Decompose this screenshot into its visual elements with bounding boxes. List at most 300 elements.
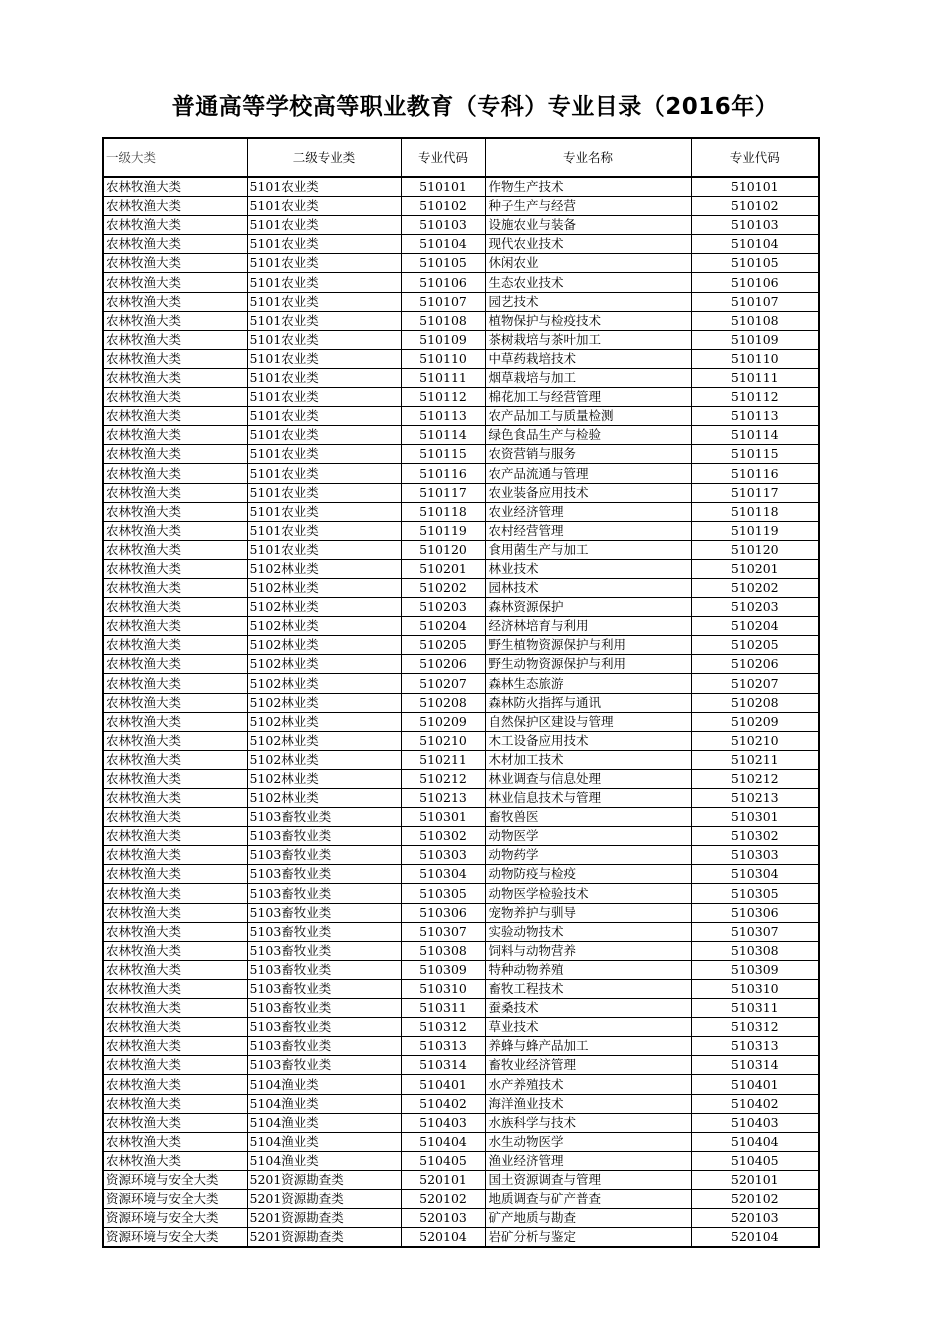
major-code-cell: 510301 [401, 808, 485, 827]
second-level-category-cell: 5103畜牧业类 [247, 941, 401, 960]
major-code-cell: 510209 [401, 712, 485, 731]
first-level-category-cell: 农林牧渔大类 [103, 1132, 247, 1151]
major-code-cell: 510109 [401, 330, 485, 349]
first-level-category-cell: 农林牧渔大类 [103, 1018, 247, 1037]
table-row [103, 502, 819, 521]
table-row [103, 483, 819, 502]
first-level-category-cell: 农林牧渔大类 [103, 407, 247, 426]
major-code-cell-2: 510105 [691, 254, 819, 273]
table-row [103, 1075, 819, 1094]
major-code-cell-2: 510110 [691, 349, 819, 368]
major-code-cell-2: 510402 [691, 1094, 819, 1113]
major-code-cell-2: 510118 [691, 502, 819, 521]
major-code-cell-2: 510405 [691, 1151, 819, 1170]
table-row [103, 827, 819, 846]
major-code-cell-2: 510201 [691, 559, 819, 578]
major-name-cell: 茶树栽培与茶叶加工 [485, 330, 691, 349]
first-level-category-cell: 农林牧渔大类 [103, 769, 247, 788]
first-level-category-cell: 农林牧渔大类 [103, 292, 247, 311]
second-level-category-cell: 5103畜牧业类 [247, 827, 401, 846]
table-row [103, 598, 819, 617]
table-row [103, 769, 819, 788]
major-code-cell-2: 510116 [691, 464, 819, 483]
table-row [103, 1170, 819, 1189]
major-name-cell: 蚕桑技术 [485, 999, 691, 1018]
major-name-cell: 实验动物技术 [485, 922, 691, 941]
major-code-cell-2: 510208 [691, 693, 819, 712]
major-name-cell: 经济林培育与利用 [485, 617, 691, 636]
major-code-cell: 510307 [401, 922, 485, 941]
table-row [103, 789, 819, 808]
second-level-category-cell: 5103畜牧业类 [247, 865, 401, 884]
major-code-cell: 510112 [401, 388, 485, 407]
first-level-category-cell: 农林牧渔大类 [103, 464, 247, 483]
major-name-cell: 渔业经济管理 [485, 1151, 691, 1170]
first-level-category-cell: 农林牧渔大类 [103, 598, 247, 617]
major-code-cell: 510306 [401, 903, 485, 922]
first-level-category-cell: 资源环境与安全大类 [103, 1189, 247, 1208]
first-level-category-cell: 农林牧渔大类 [103, 789, 247, 808]
major-name-cell: 农产品流通与管理 [485, 464, 691, 483]
second-level-category-cell: 5101农业类 [247, 426, 401, 445]
major-name-cell: 农业装备应用技术 [485, 483, 691, 502]
major-name-cell: 农村经营管理 [485, 521, 691, 540]
second-level-category-cell: 5101农业类 [247, 502, 401, 521]
second-level-category-cell: 5103畜牧业类 [247, 884, 401, 903]
first-level-category-cell: 农林牧渔大类 [103, 388, 247, 407]
major-code-cell: 510403 [401, 1113, 485, 1132]
first-level-category-cell: 农林牧渔大类 [103, 655, 247, 674]
major-name-cell: 农产品加工与质量检测 [485, 407, 691, 426]
major-name-cell: 特种动物养殖 [485, 960, 691, 979]
major-code-cell: 510204 [401, 617, 485, 636]
first-level-category-cell: 农林牧渔大类 [103, 197, 247, 216]
major-code-cell: 520101 [401, 1170, 485, 1189]
header-major-name: 专业名称 [485, 138, 691, 177]
table-row [103, 1037, 819, 1056]
first-level-category-cell: 农林牧渔大类 [103, 922, 247, 941]
first-level-category-cell: 农林牧渔大类 [103, 311, 247, 330]
first-level-category-cell: 农林牧渔大类 [103, 941, 247, 960]
first-level-category-cell: 资源环境与安全大类 [103, 1228, 247, 1248]
second-level-category-cell: 5102林业类 [247, 578, 401, 597]
major-name-cell: 农资营销与服务 [485, 445, 691, 464]
major-code-cell-2: 510106 [691, 273, 819, 292]
major-code-cell: 510205 [401, 636, 485, 655]
major-code-cell-2: 510309 [691, 960, 819, 979]
second-level-category-cell: 5103畜牧业类 [247, 1056, 401, 1075]
first-level-category-cell: 农林牧渔大类 [103, 636, 247, 655]
table-row [103, 903, 819, 922]
major-name-cell: 林业调查与信息处理 [485, 769, 691, 788]
first-level-category-cell: 农林牧渔大类 [103, 502, 247, 521]
second-level-category-cell: 5101农业类 [247, 311, 401, 330]
first-level-category-cell: 农林牧渔大类 [103, 216, 247, 235]
first-level-category-cell: 农林牧渔大类 [103, 979, 247, 998]
major-code-cell: 510303 [401, 846, 485, 865]
second-level-category-cell: 5103畜牧业类 [247, 846, 401, 865]
major-code-cell: 510201 [401, 559, 485, 578]
major-name-cell: 设施农业与装备 [485, 216, 691, 235]
major-name-cell: 农业经济管理 [485, 502, 691, 521]
major-code-cell-2: 520102 [691, 1189, 819, 1208]
first-level-category-cell: 农林牧渔大类 [103, 1113, 247, 1132]
table-row [103, 1056, 819, 1075]
major-name-cell: 动物药学 [485, 846, 691, 865]
major-code-cell-2: 510310 [691, 979, 819, 998]
major-code-cell-2: 510307 [691, 922, 819, 941]
table-row [103, 1151, 819, 1170]
first-level-category-cell: 农林牧渔大类 [103, 540, 247, 559]
second-level-category-cell: 5102林业类 [247, 731, 401, 750]
first-level-category-cell: 农林牧渔大类 [103, 750, 247, 769]
table-row [103, 1209, 819, 1228]
table-row [103, 368, 819, 387]
table-row [103, 1018, 819, 1037]
first-level-category-cell: 农林牧渔大类 [103, 865, 247, 884]
major-code-cell: 510311 [401, 999, 485, 1018]
major-code-cell: 510113 [401, 407, 485, 426]
major-name-cell: 水族科学与技术 [485, 1113, 691, 1132]
major-name-cell: 饲料与动物营养 [485, 941, 691, 960]
first-level-category-cell: 农林牧渔大类 [103, 235, 247, 254]
first-level-category-cell: 农林牧渔大类 [103, 426, 247, 445]
major-code-cell-2: 510401 [691, 1075, 819, 1094]
major-code-cell: 510305 [401, 884, 485, 903]
major-name-cell: 畜牧兽医 [485, 808, 691, 827]
major-code-cell: 520102 [401, 1189, 485, 1208]
second-level-category-cell: 5101农业类 [247, 235, 401, 254]
table-row [103, 941, 819, 960]
major-code-cell-2: 510206 [691, 655, 819, 674]
table-row [103, 674, 819, 693]
table-row [103, 1113, 819, 1132]
table-row [103, 750, 819, 769]
major-code-cell: 510101 [401, 177, 485, 197]
second-level-category-cell: 5103畜牧业类 [247, 922, 401, 941]
second-level-category-cell: 5201资源勘查类 [247, 1189, 401, 1208]
second-level-category-cell: 5101农业类 [247, 349, 401, 368]
major-code-cell: 510405 [401, 1151, 485, 1170]
first-level-category-cell: 农林牧渔大类 [103, 712, 247, 731]
first-level-category-cell: 农林牧渔大类 [103, 521, 247, 540]
major-code-cell-2: 510304 [691, 865, 819, 884]
first-level-category-cell: 农林牧渔大类 [103, 674, 247, 693]
second-level-category-cell: 5102林业类 [247, 559, 401, 578]
major-code-cell-2: 510312 [691, 1018, 819, 1037]
major-code-cell-2: 510301 [691, 808, 819, 827]
major-name-cell: 食用菌生产与加工 [485, 540, 691, 559]
major-code-cell-2: 510115 [691, 445, 819, 464]
major-name-cell: 种子生产与经营 [485, 197, 691, 216]
first-level-category-cell: 农林牧渔大类 [103, 1037, 247, 1056]
major-code-cell: 510102 [401, 197, 485, 216]
first-level-category-cell: 农林牧渔大类 [103, 330, 247, 349]
major-code-cell-2: 510204 [691, 617, 819, 636]
major-code-cell: 520103 [401, 1209, 485, 1228]
table-body [103, 177, 819, 1247]
first-level-category-cell: 农林牧渔大类 [103, 693, 247, 712]
second-level-category-cell: 5101农业类 [247, 254, 401, 273]
major-name-cell: 林业技术 [485, 559, 691, 578]
major-code-cell: 510111 [401, 368, 485, 387]
first-level-category-cell: 农林牧渔大类 [103, 960, 247, 979]
first-level-category-cell: 农林牧渔大类 [103, 731, 247, 750]
second-level-category-cell: 5103畜牧业类 [247, 960, 401, 979]
table-row [103, 960, 819, 979]
first-level-category-cell: 农林牧渔大类 [103, 254, 247, 273]
major-code-cell: 510310 [401, 979, 485, 998]
second-level-category-cell: 5102林业类 [247, 693, 401, 712]
major-code-cell: 510304 [401, 865, 485, 884]
major-name-cell: 矿产地质与勘查 [485, 1209, 691, 1228]
second-level-category-cell: 5101农业类 [247, 445, 401, 464]
table-row [103, 407, 819, 426]
table-row [103, 999, 819, 1018]
second-level-category-cell: 5103畜牧业类 [247, 999, 401, 1018]
major-code-cell: 510117 [401, 483, 485, 502]
major-code-cell-2: 510202 [691, 578, 819, 597]
major-code-cell: 510314 [401, 1056, 485, 1075]
major-code-cell-2: 510306 [691, 903, 819, 922]
table-row [103, 884, 819, 903]
major-code-cell: 510312 [401, 1018, 485, 1037]
major-name-cell: 木工设备应用技术 [485, 731, 691, 750]
major-code-cell: 510108 [401, 311, 485, 330]
table-row [103, 979, 819, 998]
second-level-category-cell: 5104渔业类 [247, 1132, 401, 1151]
second-level-category-cell: 5103畜牧业类 [247, 808, 401, 827]
table-row [103, 693, 819, 712]
major-code-cell-2: 510210 [691, 731, 819, 750]
major-name-cell: 休闲农业 [485, 254, 691, 273]
major-code-cell-2: 510213 [691, 789, 819, 808]
second-level-category-cell: 5101农业类 [247, 292, 401, 311]
major-code-cell: 510402 [401, 1094, 485, 1113]
table-row [103, 846, 819, 865]
table-row [103, 311, 819, 330]
major-name-cell: 森林资源保护 [485, 598, 691, 617]
second-level-category-cell: 5102林业类 [247, 789, 401, 808]
first-level-category-cell: 农林牧渔大类 [103, 827, 247, 846]
major-code-cell-2: 510113 [691, 407, 819, 426]
major-name-cell: 水产养殖技术 [485, 1075, 691, 1094]
major-code-cell-2: 510314 [691, 1056, 819, 1075]
major-code-cell: 510116 [401, 464, 485, 483]
second-level-category-cell: 5101农业类 [247, 521, 401, 540]
second-level-category-cell: 5201资源勘查类 [247, 1209, 401, 1228]
table-row [103, 865, 819, 884]
page-title: 普通高等学校高等职业教育（专科）专业目录（2016年） [171, 94, 779, 120]
table-row [103, 578, 819, 597]
major-code-cell-2: 510311 [691, 999, 819, 1018]
major-code-cell: 510302 [401, 827, 485, 846]
major-code-cell: 510118 [401, 502, 485, 521]
major-name-cell: 林业信息技术与管理 [485, 789, 691, 808]
table-row [103, 292, 819, 311]
major-code-cell: 510208 [401, 693, 485, 712]
major-code-cell-2: 510404 [691, 1132, 819, 1151]
major-name-cell: 动物防疫与检疫 [485, 865, 691, 884]
major-code-cell-2: 510111 [691, 368, 819, 387]
major-code-cell-2: 510403 [691, 1113, 819, 1132]
first-level-category-cell: 资源环境与安全大类 [103, 1170, 247, 1189]
major-name-cell: 海洋渔业技术 [485, 1094, 691, 1113]
major-name-cell: 水生动物医学 [485, 1132, 691, 1151]
major-code-cell-2: 510112 [691, 388, 819, 407]
major-name-cell: 畜牧工程技术 [485, 979, 691, 998]
major-name-cell: 草业技术 [485, 1018, 691, 1037]
major-code-cell: 510115 [401, 445, 485, 464]
major-name-cell: 植物保护与检疫技术 [485, 311, 691, 330]
table-row [103, 1132, 819, 1151]
table-row [103, 1094, 819, 1113]
second-level-category-cell: 5101农业类 [247, 407, 401, 426]
second-level-category-cell: 5103畜牧业类 [247, 1018, 401, 1037]
major-code-cell: 510404 [401, 1132, 485, 1151]
second-level-category-cell: 5102林业类 [247, 655, 401, 674]
major-name-cell: 烟草栽培与加工 [485, 368, 691, 387]
major-name-cell: 作物生产技术 [485, 177, 691, 197]
first-level-category-cell: 农林牧渔大类 [103, 617, 247, 636]
header-major-code-2: 专业代码 [691, 138, 819, 177]
major-code-cell-2: 510212 [691, 769, 819, 788]
second-level-category-cell: 5101农业类 [247, 177, 401, 197]
major-code-cell: 510114 [401, 426, 485, 445]
major-code-cell: 510401 [401, 1075, 485, 1094]
second-level-category-cell: 5201资源勘查类 [247, 1170, 401, 1189]
major-name-cell: 生态农业技术 [485, 273, 691, 292]
table-row [103, 426, 819, 445]
major-code-cell-2: 510119 [691, 521, 819, 540]
major-code-cell-2: 510302 [691, 827, 819, 846]
major-code-cell: 510107 [401, 292, 485, 311]
second-level-category-cell: 5101农业类 [247, 483, 401, 502]
major-code-cell-2: 520101 [691, 1170, 819, 1189]
major-name-cell: 岩矿分析与鉴定 [485, 1228, 691, 1248]
major-code-cell: 510211 [401, 750, 485, 769]
first-level-category-cell: 农林牧渔大类 [103, 846, 247, 865]
major-code-cell: 510103 [401, 216, 485, 235]
table-row [103, 273, 819, 292]
major-code-cell: 510309 [401, 960, 485, 979]
major-code-cell-2: 510103 [691, 216, 819, 235]
major-name-cell: 地质调查与矿产普查 [485, 1189, 691, 1208]
major-code-cell: 510106 [401, 273, 485, 292]
table-row [103, 1189, 819, 1208]
table-row [103, 349, 819, 368]
second-level-category-cell: 5101农业类 [247, 368, 401, 387]
second-level-category-cell: 5101农业类 [247, 216, 401, 235]
table-row [103, 559, 819, 578]
second-level-category-cell: 5102林业类 [247, 598, 401, 617]
major-name-cell: 畜牧业经济管理 [485, 1056, 691, 1075]
major-name-cell: 森林生态旅游 [485, 674, 691, 693]
first-level-category-cell: 资源环境与安全大类 [103, 1209, 247, 1228]
major-code-cell: 510212 [401, 769, 485, 788]
table-row [103, 388, 819, 407]
table-header-row [103, 138, 819, 177]
major-code-cell: 510213 [401, 789, 485, 808]
table-row [103, 655, 819, 674]
major-code-cell: 510120 [401, 540, 485, 559]
first-level-category-cell: 农林牧渔大类 [103, 273, 247, 292]
table-row [103, 808, 819, 827]
table-row [103, 636, 819, 655]
table-row [103, 445, 819, 464]
major-code-cell-2: 510203 [691, 598, 819, 617]
first-level-category-cell: 农林牧渔大类 [103, 177, 247, 197]
first-level-category-cell: 农林牧渔大类 [103, 999, 247, 1018]
second-level-category-cell: 5102林业类 [247, 617, 401, 636]
major-code-cell: 510207 [401, 674, 485, 693]
major-code-cell: 510313 [401, 1037, 485, 1056]
second-level-category-cell: 5102林业类 [247, 769, 401, 788]
second-level-category-cell: 5101农业类 [247, 464, 401, 483]
major-code-cell-2: 520104 [691, 1228, 819, 1248]
table-row [103, 1228, 819, 1248]
major-name-cell: 木材加工技术 [485, 750, 691, 769]
major-code-cell-2: 510205 [691, 636, 819, 655]
first-level-category-cell: 农林牧渔大类 [103, 1094, 247, 1113]
major-catalog-table [102, 137, 820, 1248]
major-code-cell: 510104 [401, 235, 485, 254]
major-code-cell: 510308 [401, 941, 485, 960]
major-code-cell-2: 510211 [691, 750, 819, 769]
second-level-category-cell: 5103畜牧业类 [247, 903, 401, 922]
major-code-cell: 510119 [401, 521, 485, 540]
major-name-cell: 野生动物资源保护与利用 [485, 655, 691, 674]
first-level-category-cell: 农林牧渔大类 [103, 445, 247, 464]
second-level-category-cell: 5101农业类 [247, 540, 401, 559]
major-name-cell: 森林防火指挥与通讯 [485, 693, 691, 712]
first-level-category-cell: 农林牧渔大类 [103, 1056, 247, 1075]
header-major-code: 专业代码 [401, 138, 485, 177]
major-code-cell-2: 510305 [691, 884, 819, 903]
table-row [103, 235, 819, 254]
first-level-category-cell: 农林牧渔大类 [103, 349, 247, 368]
second-level-category-cell: 5101农业类 [247, 197, 401, 216]
major-name-cell: 棉花加工与经营管理 [485, 388, 691, 407]
table-row [103, 216, 819, 235]
second-level-category-cell: 5104渔业类 [247, 1075, 401, 1094]
first-level-category-cell: 农林牧渔大类 [103, 368, 247, 387]
table-row [103, 177, 819, 197]
major-code-cell-2: 510303 [691, 846, 819, 865]
first-level-category-cell: 农林牧渔大类 [103, 483, 247, 502]
major-name-cell: 园艺技术 [485, 292, 691, 311]
major-name-cell: 动物医学检验技术 [485, 884, 691, 903]
major-name-cell: 园林技术 [485, 578, 691, 597]
major-code-cell: 510202 [401, 578, 485, 597]
major-code-cell: 510203 [401, 598, 485, 617]
major-code-cell-2: 510101 [691, 177, 819, 197]
major-code-cell-2: 510108 [691, 311, 819, 330]
major-code-cell: 510105 [401, 254, 485, 273]
major-code-cell-2: 510102 [691, 197, 819, 216]
major-code-cell-2: 510109 [691, 330, 819, 349]
major-code-cell-2: 510209 [691, 712, 819, 731]
table-row [103, 330, 819, 349]
second-level-category-cell: 5101农业类 [247, 388, 401, 407]
second-level-category-cell: 5102林业类 [247, 636, 401, 655]
table-row [103, 617, 819, 636]
second-level-category-cell: 5102林业类 [247, 712, 401, 731]
table-row [103, 521, 819, 540]
second-level-category-cell: 5201资源勘查类 [247, 1228, 401, 1248]
table-row [103, 712, 819, 731]
table-row [103, 464, 819, 483]
